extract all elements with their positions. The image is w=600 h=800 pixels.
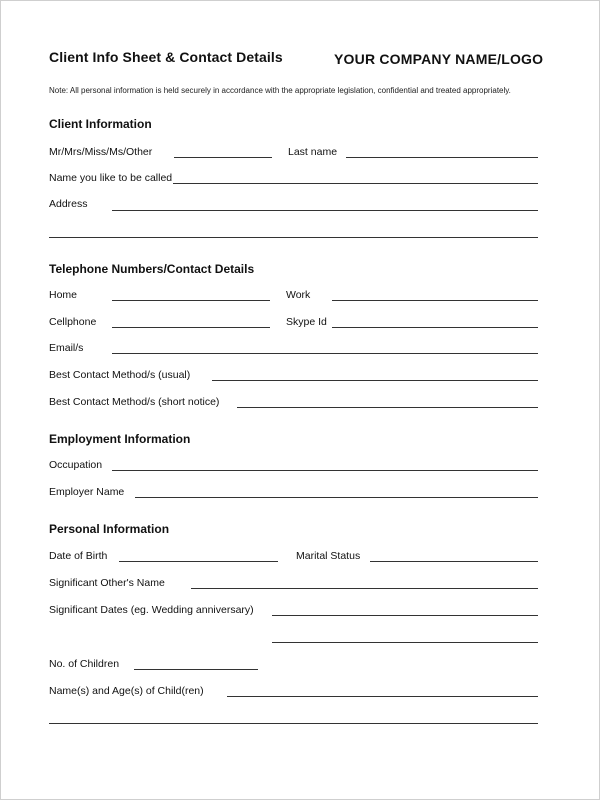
title-field[interactable] [174,157,272,158]
preferred-name-field[interactable] [173,183,538,184]
cellphone-field[interactable] [112,327,270,328]
work-phone-field[interactable] [332,300,538,301]
skype-label: Skype Id [286,316,327,328]
home-label: Home [49,289,78,301]
contact-heading: Telephone Numbers/Contact Details [49,262,255,276]
preferred-name-label: Name you like to be called [49,172,173,184]
children-names-field-line-1[interactable] [227,696,538,697]
client-info-heading: Client Information [49,117,152,131]
significant-dates-label: Significant Dates (eg. Wedding anniversary) [49,604,254,616]
significant-dates-field-line-2[interactable] [272,642,538,643]
best-contact-usual-field[interactable] [212,380,538,381]
occupation-field[interactable] [112,470,538,471]
address-label: Address [49,198,88,210]
employer-label: Employer Name [49,486,125,498]
dob-label: Date of Birth [49,550,108,562]
company-name-logo: YOUR COMPANY NAME/LOGO [334,51,544,67]
significant-other-field[interactable] [191,588,538,589]
children-count-field[interactable] [134,669,258,670]
dob-field[interactable] [119,561,278,562]
email-label: Email/s [49,342,84,354]
significant-other-label: Significant Other's Name [49,577,165,589]
cellphone-label: Cellphone [49,316,97,328]
email-field[interactable] [112,353,538,354]
address-field-line-2[interactable] [49,237,538,238]
employer-field[interactable] [135,497,538,498]
skype-field[interactable] [332,327,538,328]
significant-dates-field-line-1[interactable] [272,615,538,616]
privacy-note: Note: All personal information is held securely in accordance with the appropriate legislation, confidential and treated appropriately. [49,86,511,95]
personal-heading: Personal Information [49,522,170,536]
employment-heading: Employment Information [49,432,191,446]
last-name-field[interactable] [346,157,538,158]
last-name-label: Last name [288,146,338,158]
work-label: Work [286,289,311,301]
title-label: Mr/Mrs/Miss/Ms/Other [49,146,153,158]
marital-status-field[interactable] [370,561,538,562]
form-title: Client Info Sheet & Contact Details [49,49,283,65]
occupation-label: Occupation [49,459,103,471]
children-names-label: Name(s) and Age(s) of Child(ren) [49,685,204,697]
best-contact-usual-label: Best Contact Method/s (usual) [49,369,191,381]
best-contact-short-label: Best Contact Method/s (short notice) [49,396,220,408]
marital-status-label: Marital Status [296,550,361,562]
children-names-field-line-2[interactable] [49,723,538,724]
home-phone-field[interactable] [112,300,270,301]
address-field-line-1[interactable] [112,210,538,211]
children-count-label: No. of Children [49,658,120,670]
best-contact-short-field[interactable] [237,407,538,408]
